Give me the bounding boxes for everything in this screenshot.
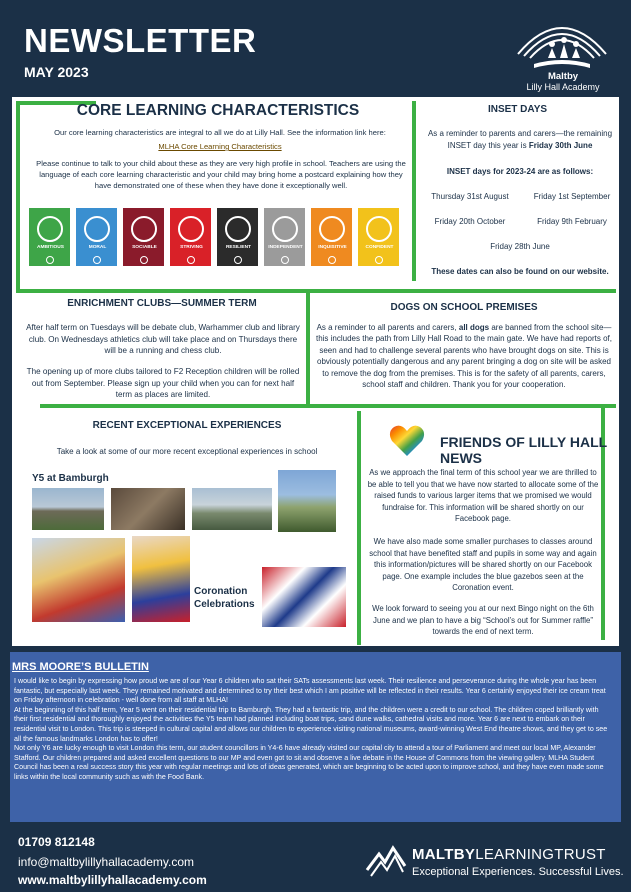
trophy-icon	[37, 216, 63, 242]
footer-email[interactable]: info@maltbylillyhallacademy.com	[18, 855, 195, 869]
divider-left-top	[16, 101, 20, 291]
newsletter-title: NEWSLETTER	[24, 22, 257, 59]
people-icon	[131, 216, 157, 242]
badge-label: STRIVING	[180, 245, 203, 250]
badge-emblem-icon	[93, 256, 101, 264]
inset-date-2: Friday 1st September	[533, 192, 611, 201]
core-link[interactable]: MLHA Core Learning Characteristics	[158, 142, 282, 151]
newsletter-date: MAY 2023	[24, 64, 89, 80]
photo-coronation-children	[132, 536, 190, 622]
photo-union-flag	[262, 567, 346, 627]
badge-inquisitive	[310, 207, 353, 267]
dogs-text-b: all dogs	[458, 323, 490, 332]
bulletin-p3: Not only Y6 are lucky enough to visit London this term, our student councillors in Y4-6 have already visited our capital city to attend a tour of Parliament and meet our local MP, Alexander Stafford. Our children prepared and asked excellent questions to our MP and even got to sit and observe a live debate in the House of Commons from the viewing gallery. MLHA Student Council has been a real success story this year with regular meetings and lots of ideas generated, which are beginning to be acted upon to improve school, and they have even made some links within the local community such as with the Food Bank.	[14, 744, 604, 781]
photo-cathedral	[111, 488, 185, 530]
dogs-text	[314, 322, 614, 390]
badge-confident	[357, 207, 400, 267]
inset-date-5: Friday 28th June	[490, 242, 550, 251]
rainbow-heart-icon	[388, 422, 426, 460]
badge-label: CONFIDENT	[365, 245, 394, 250]
bulletin-text	[14, 677, 614, 783]
badge-emblem-icon	[281, 256, 289, 264]
trust-logo-icon	[365, 840, 407, 882]
clubs-p1: After half term on Tuesdays will be debate club, Warhammer club and library club. On Wednesdays athletics club will take place and on Thursdays there will be a running and chess club.	[26, 323, 300, 355]
magnifier-icon	[319, 216, 345, 242]
photo-bamburgh-castle	[32, 488, 104, 530]
bulletin-p1: I would like to begin by expressing how proud we are of our Year 6 children who sat their SATs assessments last week. Their resilience and perseverance during the whole year has been fantastic, but especially last week. They remained motivated and determined to try their best which I am positive will be reflected in their results. Year 6 certainly enjoyed their ice cream treat on Friday afternoon in celebration - well done from all staff at MLHA!	[14, 677, 606, 705]
badge-striving	[169, 207, 212, 267]
badge-label: RESILIENT	[225, 245, 252, 250]
inset-reminder-text: As a reminder to parents and carers—the remaining INSET day this year is	[427, 129, 613, 150]
divider-mid-vertical	[412, 101, 416, 281]
inset-reminder	[420, 128, 620, 152]
inset-date-3: Friday 20th October	[434, 217, 506, 226]
trust-name	[412, 846, 606, 863]
chart-icon	[178, 216, 204, 242]
dogs-text-a: As a reminder to all parents and carers,	[316, 323, 459, 332]
trust-name-a: MALTBY	[412, 846, 476, 863]
y5-bamburgh-label: Y5 at Bamburgh	[32, 473, 109, 484]
friends-p1: As we approach the final term of this school year we are thrilled to be able to tell you that we have now started to allocate some of the raised funds to various larger items that we promised we would fundraise for. This information will be shared shortly on our Facebook page.	[367, 468, 599, 524]
badge-label: AMBITIOUS	[37, 245, 64, 250]
friends-p3: We look forward to seeing you at our next Bingo night on the 6th June and we plan to have a big “School’s out for Summer raffle” towards the end of next term.	[372, 604, 594, 637]
bulletin-p2: At the beginning of this half term, Year 5 went on their residential trip to Bamburgh. They had a fantastic trip, and the children were a credit to our school. The children coped brilliantly with their first residential and thoroughly enjoyed the activities the Y5 team had planned including boat trips, sand dune walks, cathedral visits and more. Year 6 are next to embark on their residential visit to London. This trip is steeped in cultural capital and allows our children to experience visiting national museums, award-winning West End theatre shows, and they get to see all the famous landmarks London has to offer!	[14, 705, 608, 743]
experiences-intro: Take a look at some of our more recent exceptional experiences in school	[56, 447, 318, 456]
core-intro: Our core learning characteristics are integral to all we do at Lilly Hall. See the information link here:	[54, 128, 386, 137]
inset-subheading: INSET days for 2023-24 are as follows:	[446, 167, 594, 176]
photo-coronation-crowns	[32, 538, 125, 622]
badge-emblem-icon	[234, 256, 242, 264]
footer-phone: 01709 812148	[18, 835, 95, 849]
core-body: Please continue to talk to your child about these as they are very high profile in school. Teachers are using the language of each core learning characteristic and your child may bring home a postcard explaining how they have demonstrated one of these when they have done it exceptionally well.	[36, 159, 406, 191]
badge-independent	[263, 207, 306, 267]
logo-name: Maltby	[547, 71, 579, 82]
divider-row-1	[16, 289, 616, 293]
person-icon	[272, 216, 298, 242]
badge-ambitious	[28, 207, 71, 267]
photo-group-beach	[192, 488, 272, 530]
inset-reminder-date: Friday 30th June	[528, 141, 593, 150]
friends-heading: FRIENDS OF LILLY HALL NEWS	[440, 434, 607, 466]
experiences-heading: RECENT EXCEPTIONAL EXPERIENCES	[92, 420, 282, 431]
dogs-text-c: are banned from the school site—this includes the path from Lilly Hall Road to the main gate. We have had reports of, seen and had to challenge several parents who have brought dogs on site. This is obviously potentially dangerous and any parent bringing a dog on site will be asked to remove the dog from the premises. This is for the safety of all parents, carers, school staff and children. Thank you for your cooperation.	[315, 323, 612, 390]
friends-p2: We have also made some smaller purchases to classes around school that have benefited staff and pupils in some way and again this information/pictures will be shared shortly on our Facebook page. One example includes the blue gazebos seen at the Coronation event.	[369, 537, 597, 593]
badge-emblem-icon	[187, 256, 195, 264]
coronation-label: Coronation Celebrations	[194, 586, 255, 610]
photo-dunes	[278, 470, 336, 532]
inset-date-1: Thursday 31st August	[431, 192, 509, 201]
bulletin-heading: MRS MOORE’S BULLETIN	[12, 661, 149, 673]
dogs-heading: DOGS ON SCHOOL PREMISES	[390, 302, 538, 313]
divider-exp-friends	[357, 411, 361, 645]
logo-subtitle: Lilly Hall Academy	[526, 82, 600, 92]
badge-emblem-icon	[140, 256, 148, 264]
badge-label: MORAL	[88, 245, 107, 250]
badge-emblem-icon	[46, 256, 54, 264]
inset-date-4: Friday 9th February	[537, 217, 607, 226]
divider-row-2	[40, 404, 616, 408]
badge-label: SOCIABLE	[132, 245, 157, 250]
badge-label: INDEPENDENT	[268, 245, 303, 250]
inset-heading: INSET DAYS	[487, 104, 548, 115]
spiral-icon	[225, 216, 251, 242]
clubs-heading: ENRICHMENT CLUBS—SUMMER TERM	[67, 298, 257, 309]
badge-label: INQUISITIVE	[318, 245, 347, 250]
star-icon	[366, 216, 392, 242]
inset-note: These dates can also be found on our website.	[431, 267, 609, 276]
badge-emblem-icon	[328, 256, 336, 264]
core-heading: CORE LEARNING CHARACTERISTICS	[76, 102, 360, 119]
badge-emblem-icon	[375, 256, 383, 264]
badge-sociable	[122, 207, 165, 267]
trust-name-b: LEARNINGTRUST	[475, 846, 606, 863]
badge-resilient	[216, 207, 259, 267]
divider-clubs-dogs	[306, 292, 310, 406]
heart-hands-icon	[84, 216, 110, 242]
footer-website[interactable]: www.maltbylillyhallacademy.com	[18, 873, 207, 887]
trust-tagline: Exceptional Experiences. Successful Lives.	[412, 866, 624, 878]
badge-moral	[75, 207, 118, 267]
clubs-p2: The opening up of more clubs tailored to F2 Reception children will be rolled out from September. Please sign up your child when you can for next half term as places are limited.	[26, 367, 300, 399]
